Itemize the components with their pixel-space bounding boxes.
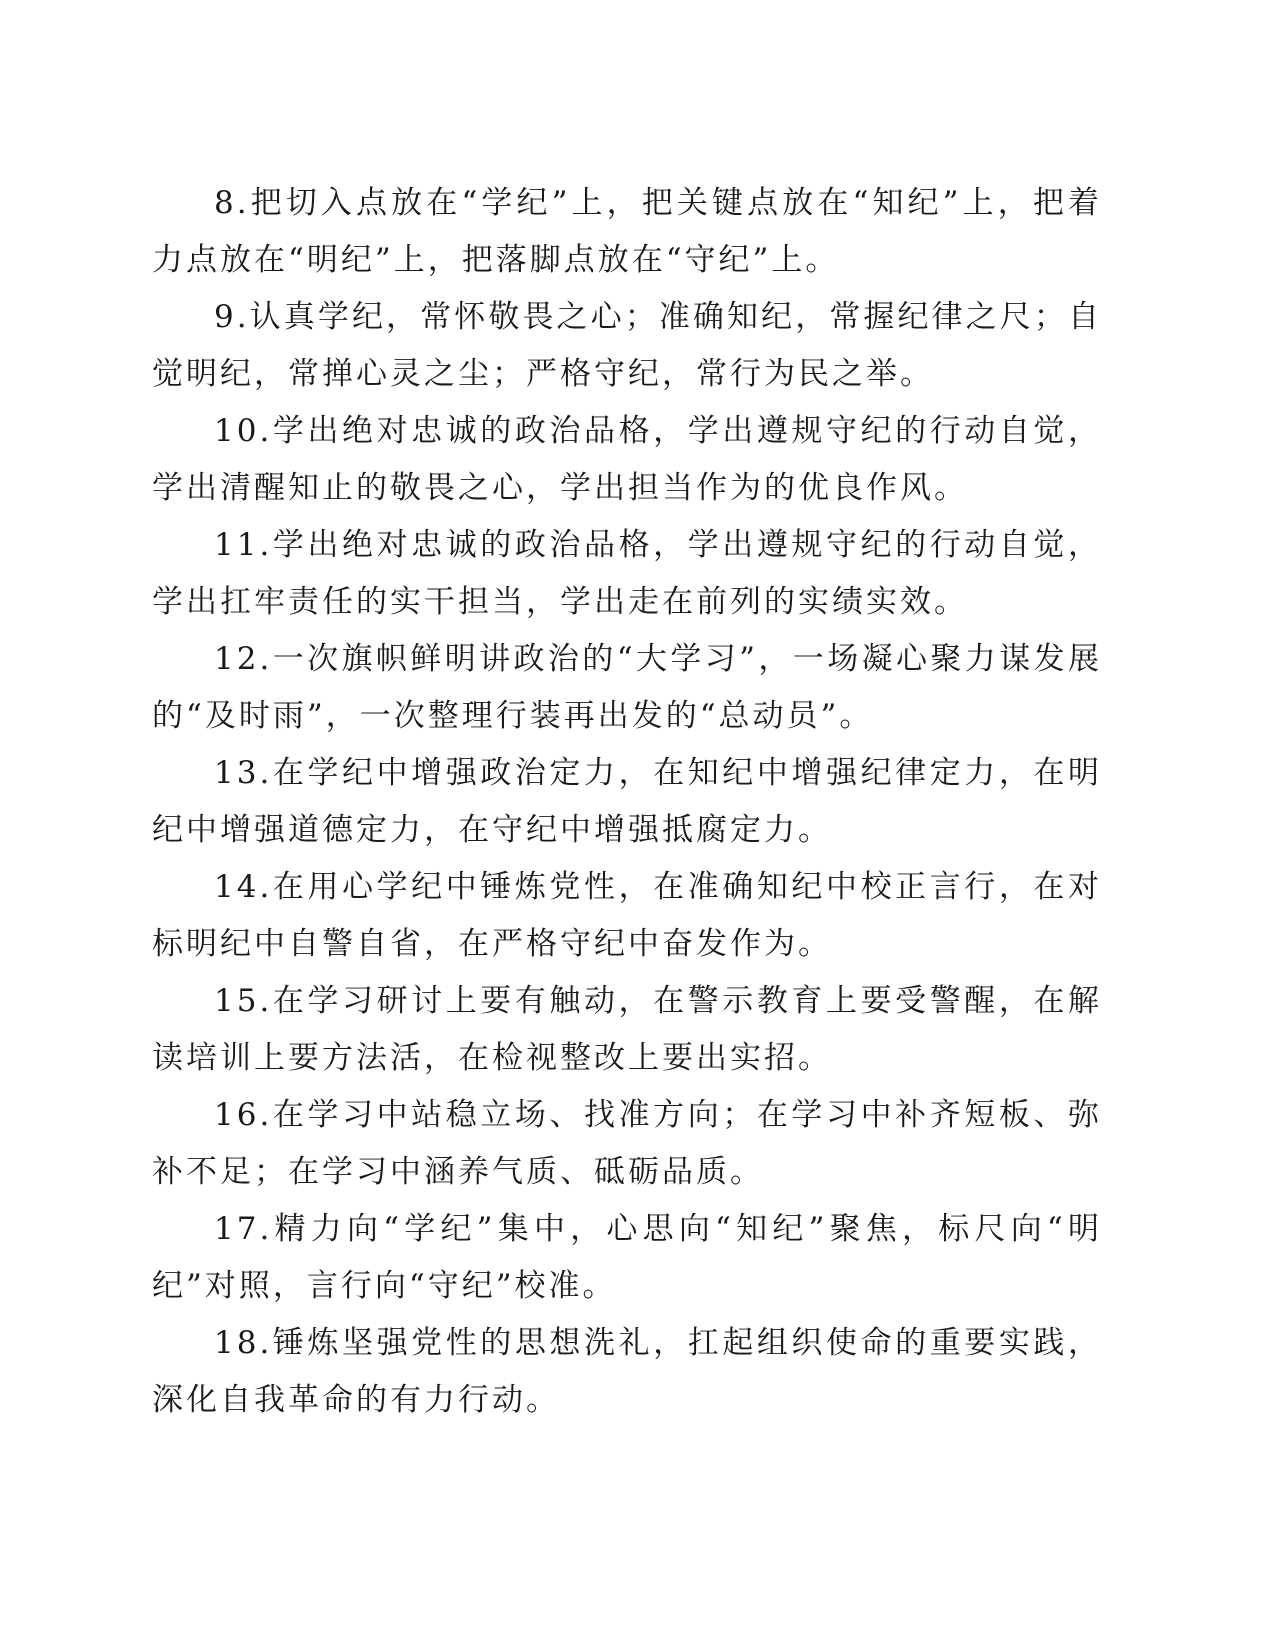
paragraph-18: 18.锤炼坚强党性的思想洗礼，扛起组织使命的重要实践，深化自我革命的有力行动。 (152, 1325, 1102, 1418)
document-page (152, 175, 1102, 1429)
paragraph-16: 16.在学习中站稳立场、找准方向；在学习中补齐短板、弥补不足；在学习中涵养气质、砥砺品质。 (152, 1097, 1102, 1190)
paragraph-12: 12.一次旗帜鲜明讲政治的“大学习”，一场凝心聚力谋发展的“及时雨”，一次整理行装再出发的“总动员”。 (152, 641, 1102, 734)
paragraph-8: 8.把切入点放在“学纪”上，把关键点放在“知纪”上，把着力点放在“明纪”上，把落脚点放在“守纪”上。 (152, 185, 1102, 278)
paragraph-14: 14.在用心学纪中锤炼党性，在准确知纪中校正言行，在对标明纪中自警自省，在严格守纪中奋发作为。 (152, 869, 1102, 962)
paragraph-9: 9.认真学纪，常怀敬畏之心；准确知纪，常握纪律之尺；自觉明纪，常掸心灵之尘；严格守纪，常行为民之举。 (152, 299, 1102, 392)
paragraph-11: 11.学出绝对忠诚的政治品格，学出遵规守纪的行动自觉，学出扛牢责任的实干担当，学出走在前列的实绩实效。 (152, 527, 1102, 620)
paragraph-17: 17.精力向“学纪”集中，心思向“知纪”聚焦，标尺向“明纪”对照，言行向“守纪”校准。 (152, 1211, 1102, 1304)
paragraph-10: 10.学出绝对忠诚的政治品格，学出遵规守纪的行动自觉，学出清醒知止的敬畏之心，学出担当作为的优良作风。 (152, 413, 1102, 506)
paragraph-15: 15.在学习研讨上要有触动，在警示教育上要受警醒，在解读培训上要方法活，在检视整改上要出实招。 (152, 983, 1102, 1076)
paragraph-13: 13.在学纪中增强政治定力，在知纪中增强纪律定力，在明纪中增强道德定力，在守纪中增强抵腐定力。 (152, 755, 1102, 848)
